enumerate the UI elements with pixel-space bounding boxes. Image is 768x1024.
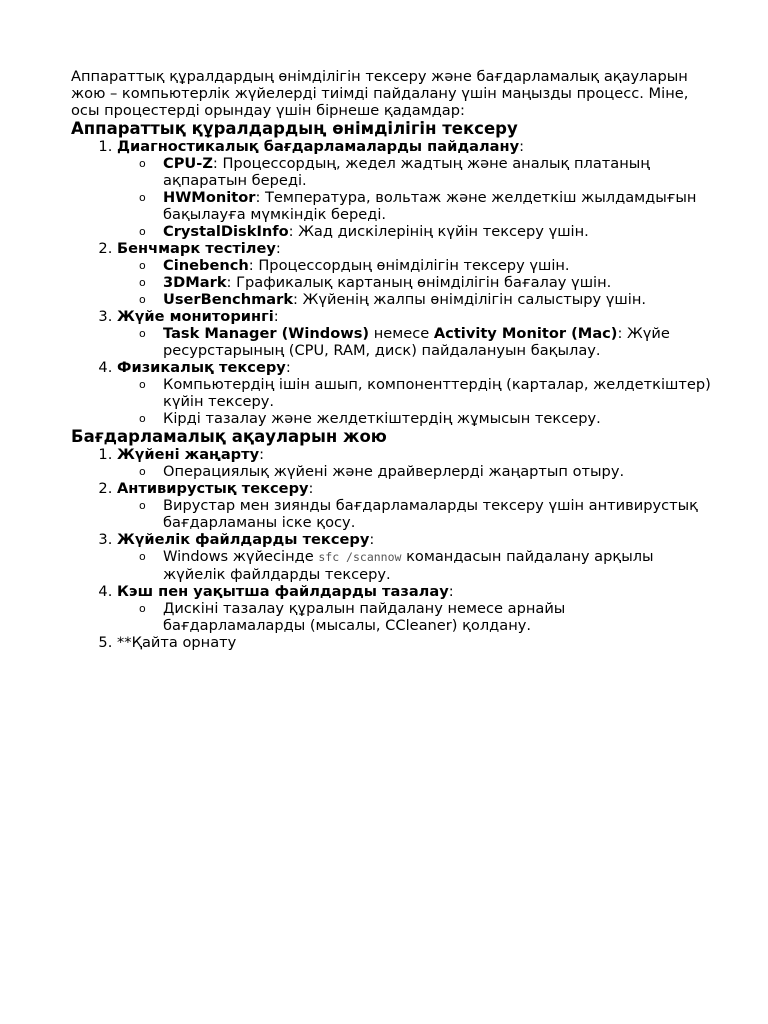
list-item: 4. Кэш пен уақытша файлдарды тазалау: o Дискіні тазалау құралын пайдалану немесе арнайы бағдарламаларды (мысалы, CCleaner) қолдану.: [117, 583, 711, 634]
list-item: o Дискіні тазалау құралын пайдалану немесе арнайы бағдарламаларды (мысалы, CCleaner) қолдану.: [163, 600, 711, 634]
step-title: Жүйелік файлдарды тексеру: [117, 531, 370, 548]
list-item: o Вирустар мен зиянды бағдарламаларды тексеру үшін антивирустық бағдарламаны іске қосу.: [163, 497, 711, 531]
step-title: Кэш пен уақытша файлдарды тазалау: [117, 583, 449, 600]
list-item: 1. Диагностикалық бағдарламаларды пайдалану: o CPU-Z: Процессордың, жедел жадтың және аналық платаның ақпаратын береді. o HWMonitor: Температура, вольтаж және желдеткіш жылдамдығын бақылауға мүмкіндік береді. o CrystalDiskInfo: Жад дискілерінің күйін тексеру үшін.: [117, 138, 711, 240]
sub-list: [117, 376, 711, 427]
software-steps-list: [71, 446, 711, 651]
sub-list: [117, 497, 711, 531]
step-title: Бенчмарк тестілеу: [117, 240, 276, 257]
list-item: 5. **Қайта орнату: [117, 634, 711, 651]
list-item: o Компьютердің ішін ашып, компоненттердің (карталар, желдеткіштер) күйін тексеру.: [163, 376, 711, 410]
sub-list: [117, 155, 711, 240]
list-item: o 3DMark: Графикалық картаның өнімділігін бағалау үшін.: [163, 274, 711, 291]
list-item: o CrystalDiskInfo: Жад дискілерінің күйін тексеру үшін.: [163, 223, 711, 240]
command-code: sfc /scannow: [318, 550, 402, 564]
list-item: 4. Физикалық тексеру: o Компьютердің ішін ашып, компоненттердің (карталар, желдеткіштер) күйін тексеру. o Кірді тазалау және желдеткіштердің жұмысын тексеру.: [117, 359, 711, 427]
list-item: 2. Антивирустық тексеру: o Вирустар мен зиянды бағдарламаларды тексеру үшін антивирустық бағдарламаны іске қосу.: [117, 480, 711, 531]
step-title: Антивирустық тексеру: [117, 480, 309, 497]
list-item: 3. Жүйе мониторингі: o Task Manager (Windows) немесе Activity Monitor (Mac): Жүйе ресурстарының (CPU, RAM, диск) пайдалануын бақылау.: [117, 308, 711, 359]
list-item: 3. Жүйелік файлдарды тексеру: o Windows жүйесінде sfc /scannow командасын пайдалану арқылы жүйелік файлдарды тексеру.: [117, 531, 711, 583]
list-item: o Cinebench: Процессордың өнімділігін тексеру үшін.: [163, 257, 711, 274]
step-title: Физикалық тексеру: [117, 359, 286, 376]
list-item: o CPU-Z: Процессордың, жедел жадтың және аналық платаның ақпаратын береді.: [163, 155, 711, 189]
document-content: [71, 68, 711, 651]
hardware-steps-list: [71, 138, 711, 427]
sub-list: [117, 548, 711, 583]
list-item: o Task Manager (Windows) немесе Activity Monitor (Mac): Жүйе ресурстарының (CPU, RAM, диск) пайдалануын бақылау.: [163, 325, 711, 359]
list-item: o Кірді тазалау және желдеткіштердің жұмысын тексеру.: [163, 410, 711, 427]
list-item: o Операциялық жүйені және драйверлерді жаңартып отыру.: [163, 463, 711, 480]
section-heading-software: Бағдарламалық ақауларын жою: [71, 427, 387, 446]
list-item: o UserBenchmark: Жүйенің жалпы өнімділігін салыстыру үшін.: [163, 291, 711, 308]
sub-list: [117, 257, 711, 308]
section-heading-hardware: Аппараттық құралдардың өнімділігін тексеру: [71, 119, 518, 138]
step-title: Диагностикалық бағдарламаларды пайдалану: [117, 138, 520, 155]
step-title: Жүйені жаңарту: [117, 446, 260, 463]
sub-list: [117, 463, 711, 480]
sub-list: [117, 325, 711, 359]
list-item: o Windows жүйесінде sfc /scannow командасын пайдалану арқылы жүйелік файлдарды тексеру.: [163, 548, 711, 583]
list-item: o HWMonitor: Температура, вольтаж және желдеткіш жылдамдығын бақылауға мүмкіндік береді.: [163, 189, 711, 223]
sub-list: [117, 600, 711, 634]
list-item: 1. Жүйені жаңарту: o Операциялық жүйені және драйверлерді жаңартып отыру.: [117, 446, 711, 480]
intro-paragraph: Аппараттық құралдардың өнімділігін тексеру және бағдарламалық ақауларын жою – компьютерлік жүйелерді тиімді пайдалану үшін маңызды процесс. Міне, осы процестерді орындау үшін бірнеше қадамдар:: [71, 68, 689, 119]
step-title: Жүйе мониторингі: [117, 308, 274, 325]
list-item: 2. Бенчмарк тестілеу: o Cinebench: Процессордың өнімділігін тексеру үшін. o 3DMark: Графикалық картаның өнімділігін бағалау үшін. o UserBenchmark: Жүйенің жалпы өнімділігін салыстыру үшін.: [117, 240, 711, 308]
